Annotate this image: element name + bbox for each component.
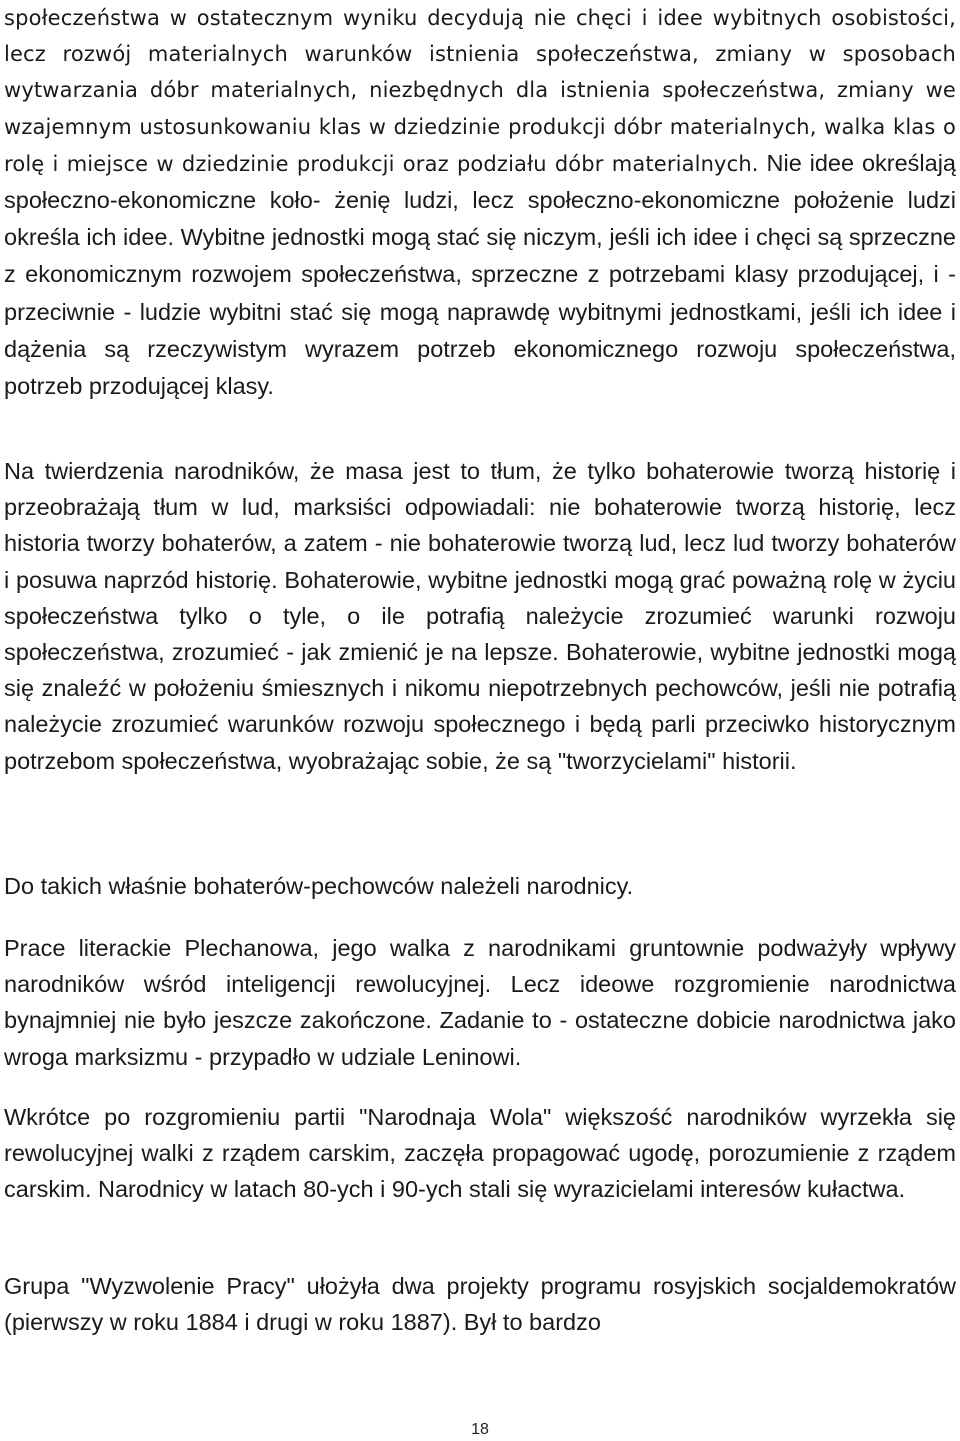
paragraph-4: Prace literackie Plechanowa, jego walka z narodnikami gruntownie podważyły wpływy narodników wśród inteligencji rewolucyjnej. Lecz ideowe rozgromienie narodnictwa bynajmniej nie było jeszcze zakończone. Zadanie to - ostateczne dobicie narodnictwa jako wroga marksizmu - przypadło w udziale Leninowi. (4, 935, 956, 1070)
paragraph-1 (4, 0, 956, 405)
paragraph-1-part-2: Nie idee określają społeczno-ekonomiczne koło- żenię ludzi, lecz społeczno-ekonomiczne położenie ludzi określa ich idee. Wybitne jednostki mogą stać się niczym, jeśli ich idee i chęci są sprzeczne z ekonomicznym rozwojem społeczeństwa, sprzeczne z potrzebami klasy przodującej, i - przeciwnie - ludzie wybitni stać się mogą naprawdę wybitnymi jednostkami, jeśli ich idee i dążenia są rzeczywistym wyrazem potrzeb ekonomicznego rozwoju społeczeństwa, potrzeb przodującej klasy. (4, 149, 956, 400)
paragraph-2: Na twierdzenia narodników, że masa jest to tłum, że tylko bohaterowie tworzą historię i przeobrażają tłum w lud, marksiści odpowiadali: nie bohaterowie tworzą historię, lecz historia tworzy bohaterów, a zatem - nie bohaterowie tworzą lud, lecz lud tworzy bohaterów i posuwa naprzód historię. Bohaterowie, wybitne jednostki mogą grać poważną rolę w życiu społeczeństwa tylko o tyle, o ile potrafią należycie zrozumieć warunki rozwoju społeczeństwa, zrozumieć - jak zmienić je na lepsze. Bohaterowie, wybitne jednostki mogą się znaleźć w położeniu śmiesznych i nikomu niepotrzebnych pechowców, jeśli nie potrafią należycie zrozumieć warunków rozwoju społecznego i będą parli przeciwko historycznym potrzebom społeczeństwa, wyobrażając sobie, że są "tworzycielami" historii. (4, 458, 956, 774)
paragraph-5: Wkrótce po rozgromieniu partii "Narodnaja Wola" większość narodników wyrzekła się rewolucyjnej walki z rządem carskim, zaczęła propagować ugodę, porozumienie z rządem carskim. Narodnicy w latach 80-ych i 90-ych stali się wyrazicielami interesów kułactwa. (4, 1104, 956, 1203)
paragraph-1-part-1: społeczeństwa w ostatecznym wyniku decydują nie chęci i idee wybitnych osobistości, lecz rozwój materialnych warunków istnienia społeczeństwa, zmiany w sposobach wytwarzania dóbr materialnych, niezbędnych dla istnienia społeczeństwa, zmiany we wzajemnym ustosunkowaniu klas w dziedzinie produkcji dóbr materialnych, walka klas o rolę i miejsce w dziedzinie produkcji oraz podziału dóbr materialnych. (4, 6, 956, 176)
paragraph-3: Do takich właśnie bohaterów-pechowców należeli narodnicy. (4, 873, 634, 899)
paragraph-6: Grupa "Wyzwolenie Pracy" ułożyła dwa projekty programu rosyjskich socjaldemokratów (pierwszy w roku 1884 i drugi w roku 1887). Był to bardzo (4, 1273, 956, 1336)
page-number: 18 (471, 1421, 489, 1438)
